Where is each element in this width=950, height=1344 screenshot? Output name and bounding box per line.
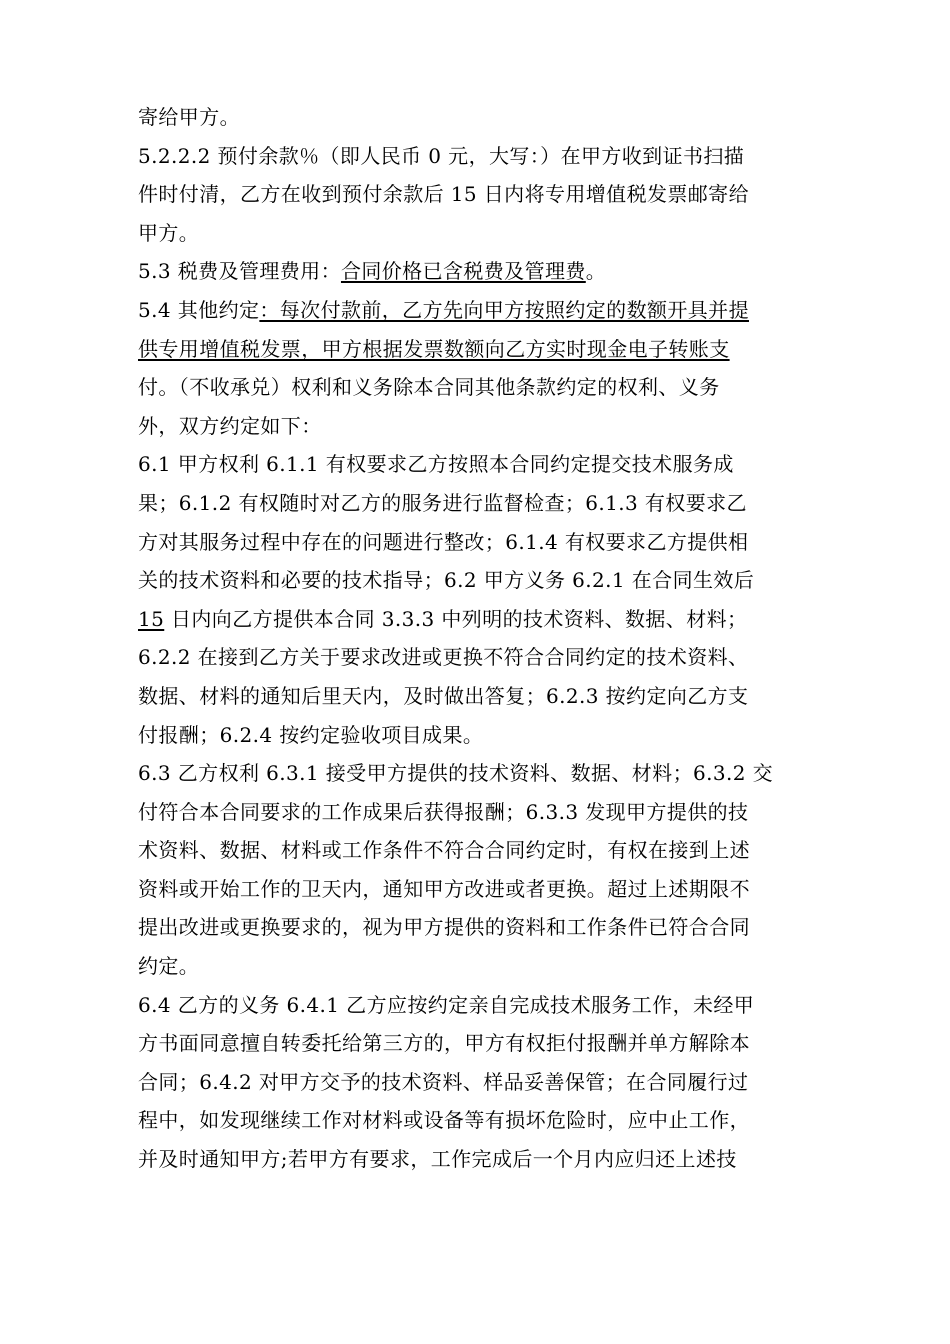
text-line xyxy=(138,175,828,214)
text-line xyxy=(138,291,828,330)
text-line xyxy=(138,98,828,137)
text-run: 付。（不收承兑）权利和义务除本合同其他条款约定的权利、义务 xyxy=(138,375,720,400)
text-line xyxy=(138,561,828,600)
text-run: 5.4 其他约定 xyxy=(138,297,260,322)
text-line xyxy=(138,947,828,986)
text-run: 外，双方约定如下： xyxy=(138,413,322,438)
text-run: 方书面同意擅自转委托给第三方的，甲方有权拒付报酬并单方解除本 xyxy=(138,1031,750,1056)
text-line xyxy=(138,214,828,253)
text-line xyxy=(138,793,828,832)
text-run: 5.3 税费及管理费用： xyxy=(138,259,341,284)
text-run: 付报酬；6.2.4 按约定验收项目成果。 xyxy=(138,722,484,747)
text-line xyxy=(138,677,828,716)
contract-text xyxy=(138,98,828,1179)
text-run: 提出改进或更换要求的，视为甲方提供的资料和工作条件已符合合同 xyxy=(138,915,750,940)
text-line xyxy=(138,870,828,909)
text-run: 合同；6.4.2 对甲方交予的技术资料、样品妥善保管；在合同履行过 xyxy=(138,1069,749,1094)
text-run: 并及时通知甲方;若甲方有要求，工作完成后一个月内应归还上述技 xyxy=(138,1147,737,1172)
text-line xyxy=(138,716,828,755)
text-line xyxy=(138,445,828,484)
underlined-text: 合同价格已含税费及管理费 xyxy=(340,259,586,284)
underlined-text: ：每次付款前，乙方先向甲方按照约定的数额开具并提 xyxy=(259,297,749,322)
text-run: 6.1 甲方权利 6.1.1 有权要求乙方按照本合同约定提交技术服务成 xyxy=(138,452,734,477)
text-run: 资料或开始工作的卫天内，通知甲方改进或者更换。超过上述期限不 xyxy=(138,876,750,901)
text-line xyxy=(138,986,828,1025)
text-run: 6.4 乙方的义务 6.4.1 乙方应按约定亲自完成技术服务工作，未经甲 xyxy=(138,992,755,1017)
text-line xyxy=(138,1063,828,1102)
text-run: 甲方。 xyxy=(138,220,200,245)
text-line xyxy=(138,523,828,562)
text-run: 6.2.2 在接到乙方关于要求改进或更换不符合合同约定的技术资料、 xyxy=(138,645,749,670)
text-line xyxy=(138,330,828,369)
text-run: 果；6.1.2 有权随时对乙方的服务进行监督检查；6.1.3 有权要求乙 xyxy=(138,490,747,515)
text-line xyxy=(138,484,828,523)
text-run: 关的技术资料和必要的技术指导；6.2 甲方义务 6.2.1 在合同生效后 xyxy=(138,568,755,593)
text-run: 程中，如发现继续工作对材料或设备等有损坏危险时，应中止工作， xyxy=(138,1108,750,1133)
text-line xyxy=(138,1024,828,1063)
underlined-text: 供专用增值税发票，甲方根据发票数额向乙方实时现金电子转账支 xyxy=(138,336,730,361)
text-line xyxy=(138,1140,828,1179)
text-line xyxy=(138,407,828,446)
text-run: 付符合本合同要求的工作成果后获得报酬；6.3.3 发现甲方提供的技 xyxy=(138,799,749,824)
text-run: 方对其服务过程中存在的问题进行整改；6.1.4 有权要求乙方提供相 xyxy=(138,529,749,554)
text-line xyxy=(138,252,828,291)
text-run: 约定。 xyxy=(138,954,200,979)
text-run: 件时付清，乙方在收到预付余款后 15 日内将专用增值税发票邮寄给 xyxy=(138,182,749,207)
text-run: 。 xyxy=(585,259,607,284)
underlined-text: 15 xyxy=(138,606,165,631)
text-line xyxy=(138,638,828,677)
text-run: 6.3 乙方权利 6.3.1 接受甲方提供的技术资料、数据、材料；6.3.2 交 xyxy=(138,761,774,786)
text-line xyxy=(138,754,828,793)
text-run: 日内向乙方提供本合同 3.3.3 中列明的技术资料、数据、材料； xyxy=(164,606,748,631)
text-run: 寄给甲方。 xyxy=(138,105,240,129)
text-run: 数据、材料的通知后里天内，及时做出答复；6.2.3 按约定向乙方支 xyxy=(138,683,749,708)
text-line xyxy=(138,600,828,639)
text-line xyxy=(138,1101,828,1140)
text-line xyxy=(138,908,828,947)
text-run: 术资料、数据、材料或工作条件不符合合同约定时，有权在接到上述 xyxy=(138,838,750,863)
text-line xyxy=(138,831,828,870)
text-run: 5.2.2.2 预付余款％（即人民币 0 元，大写：）在甲方收到证书扫描 xyxy=(138,143,745,168)
text-line xyxy=(138,137,828,176)
text-line xyxy=(138,368,828,407)
